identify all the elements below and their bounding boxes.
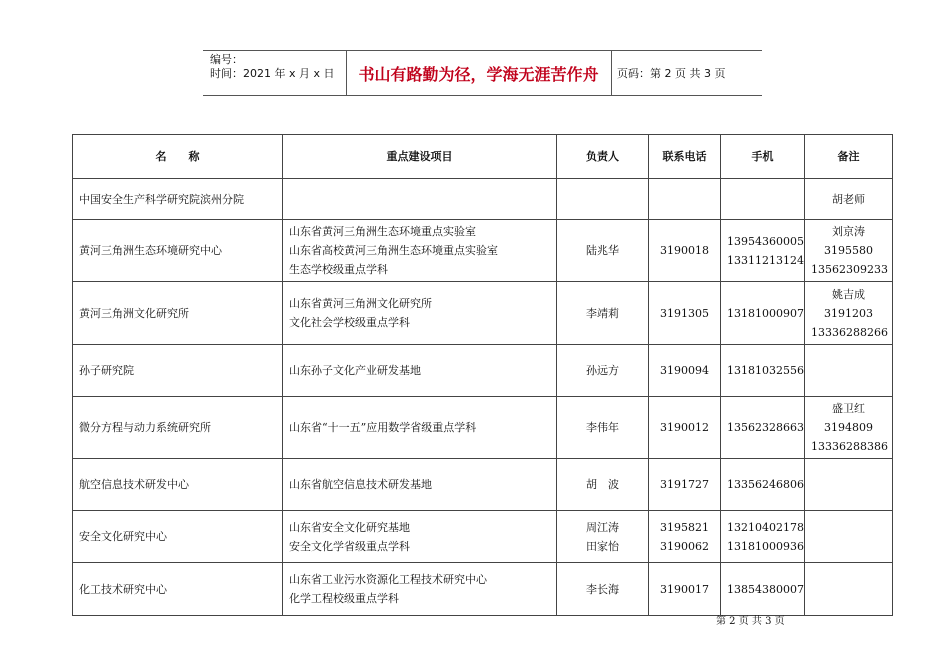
phone-line: 3190094	[660, 364, 709, 377]
note-cell	[805, 459, 893, 511]
mobile-line: 13181000907	[727, 306, 804, 320]
projects-line: 生态学校级重点学科	[289, 263, 388, 276]
phone-cell	[649, 220, 721, 282]
table-row	[73, 179, 893, 220]
note-line: 13336288266	[811, 325, 888, 339]
projects-line: 山东孙子文化产业研发基地	[289, 364, 421, 377]
lead-line: 李长海	[586, 582, 619, 596]
projects-line: 山东省安全文化研究基地	[289, 520, 410, 534]
table-row	[73, 397, 893, 459]
mobile-cell	[721, 511, 805, 563]
mobile-cell	[721, 282, 805, 345]
header-name: 名 称	[73, 135, 283, 179]
header-lead: 负责人	[557, 135, 649, 179]
note-cell	[805, 282, 893, 345]
note-line: 刘京涛	[832, 225, 865, 238]
institute-name-cell: 中国安全生产科学研究院滨州分院	[73, 179, 283, 220]
table-row	[73, 459, 893, 511]
mobile-cell	[721, 345, 805, 397]
projects-cell	[283, 220, 557, 282]
header-meta	[210, 53, 346, 81]
projects-line: 山东省黄河三角洲生态环境重点实验室	[289, 225, 476, 238]
institute-name-cell: 黄河三角洲文化研究所	[73, 282, 283, 345]
page-footer: 第 2 页 共 3 页	[716, 616, 785, 627]
mobile-line: 13181000936	[727, 539, 804, 553]
phone-cell	[649, 459, 721, 511]
lead-cell	[557, 563, 649, 616]
institute-name-cell: 微分方程与动力系统研究所	[73, 397, 283, 459]
phone-cell	[649, 282, 721, 345]
research-institutes-table	[72, 134, 893, 616]
projects-cell	[283, 345, 557, 397]
lead-cell	[557, 345, 649, 397]
note-cell	[805, 345, 893, 397]
note-cell	[805, 220, 893, 282]
phone-line: 3190018	[660, 244, 709, 257]
projects-line: 山东省工业污水资源化工程技术研究中心	[289, 573, 487, 586]
phone-cell	[649, 179, 721, 220]
projects-cell	[283, 511, 557, 563]
table-row	[73, 345, 893, 397]
phone-line: 3190012	[660, 421, 709, 434]
projects-cell	[283, 397, 557, 459]
projects-line: 山东省“十一五”应用数学省级重点学科	[289, 421, 477, 434]
time-label: 时间：2021 年 x 月 x 日	[210, 67, 335, 80]
mobile-line: 13356246806	[727, 478, 804, 491]
lead-line: 陆兆华	[586, 244, 619, 257]
note-cell	[805, 511, 893, 563]
header-motto: 书山有路勤为径，学海无涯苦作舟	[358, 64, 599, 84]
note-line: 13562309233	[811, 263, 888, 276]
mobile-line: 13181032556	[727, 364, 804, 377]
projects-line: 山东省高校黄河三角洲生态环境重点实验室	[289, 244, 498, 257]
institute-name-cell: 黄河三角洲生态环境研究中心	[73, 220, 283, 282]
note-line: 13336288386	[811, 440, 888, 453]
phone-line: 3191727	[660, 478, 709, 491]
institute-name-cell: 孙子研究院	[73, 345, 283, 397]
mobile-line: 13210402178	[727, 520, 804, 534]
phone-line: 3190017	[660, 582, 709, 596]
phone-line: 3191305	[660, 306, 709, 320]
lead-line: 田家怡	[586, 539, 619, 553]
note-cell	[805, 563, 893, 616]
note-line: 3191203	[824, 306, 873, 320]
lead-cell	[557, 459, 649, 511]
table-row	[73, 563, 893, 616]
note-line: 3194809	[824, 421, 873, 434]
mobile-cell	[721, 459, 805, 511]
projects-line: 山东省航空信息技术研发基地	[289, 478, 432, 491]
projects-line: 化学工程校级重点学科	[289, 592, 399, 605]
projects-cell	[283, 459, 557, 511]
note-line: 胡老师	[832, 192, 865, 206]
lead-cell	[557, 220, 649, 282]
mobile-cell	[721, 220, 805, 282]
number-label: 编号：	[210, 53, 243, 66]
lead-line: 胡 波	[586, 478, 619, 491]
note-cell	[805, 179, 893, 220]
header-projects: 重点建设项目	[283, 135, 557, 179]
lead-line: 李靖莉	[586, 306, 619, 320]
phone-cell	[649, 397, 721, 459]
table-row	[73, 511, 893, 563]
lead-line: 孙远方	[586, 364, 619, 377]
projects-cell	[283, 563, 557, 616]
projects-cell	[283, 282, 557, 345]
projects-line: 山东省黄河三角洲文化研究所	[289, 297, 432, 310]
phone-cell	[649, 511, 721, 563]
header-page-label: 页码：第 2 页 共 3 页	[617, 67, 726, 80]
note-line: 3195580	[824, 244, 873, 257]
lead-cell	[557, 179, 649, 220]
lead-cell	[557, 397, 649, 459]
phone-cell	[649, 563, 721, 616]
lead-cell	[557, 282, 649, 345]
projects-line: 安全文化学省级重点学科	[289, 539, 410, 553]
mobile-cell	[721, 563, 805, 616]
note-line: 姚吉成	[832, 287, 865, 301]
mobile-line: 13954360005	[727, 234, 804, 248]
header-phone: 联系电话	[649, 135, 721, 179]
header-mobile: 手机	[721, 135, 805, 179]
mobile-line: 13311213124	[727, 253, 804, 267]
table-row	[73, 282, 893, 345]
table-header-row	[73, 135, 893, 179]
mobile-cell	[721, 179, 805, 220]
institute-name-cell: 安全文化研究中心	[73, 511, 283, 563]
projects-cell	[283, 179, 557, 220]
header-note: 备注	[805, 135, 893, 179]
table-row	[73, 220, 893, 282]
lead-line: 李伟年	[586, 421, 619, 434]
phone-cell	[649, 345, 721, 397]
mobile-cell	[721, 397, 805, 459]
note-line: 盛卫红	[832, 402, 865, 415]
institute-name-cell: 航空信息技术研发中心	[73, 459, 283, 511]
mobile-line: 13854380007	[727, 582, 804, 596]
header-divider	[611, 51, 612, 95]
phone-line: 3195821	[660, 520, 709, 534]
mobile-line: 13562328663	[727, 421, 804, 434]
phone-line: 3190062	[660, 539, 709, 553]
lead-line: 周江涛	[586, 520, 619, 534]
lead-cell	[557, 511, 649, 563]
institute-name-cell: 化工技术研究中心	[73, 563, 283, 616]
projects-line: 文化社会学校级重点学科	[289, 316, 410, 329]
note-cell	[805, 397, 893, 459]
document-header	[203, 50, 762, 96]
